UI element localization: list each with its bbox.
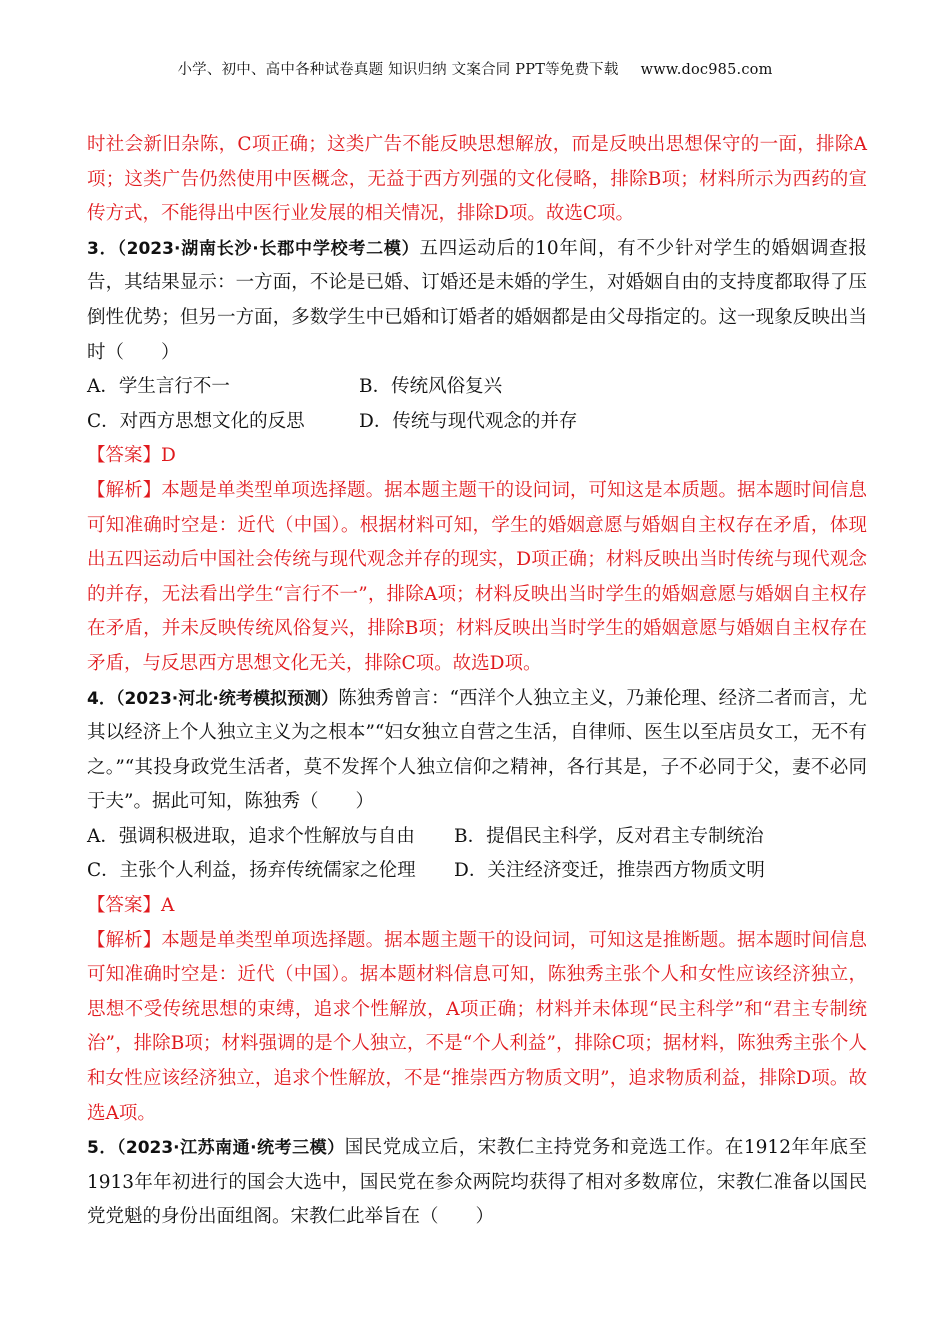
question-3-stem-block [87, 232, 867, 370]
header-url[interactable]: www.doc985.com [640, 62, 773, 78]
question-3-options-row-2 [87, 405, 867, 440]
question-3-option-d: D．传统与现代观念的并存 [359, 410, 578, 432]
question-4-stem: 陈独秀曾言：“西洋个人独立主义，乃兼伦理、经济二者而言，尤其以经济上个人独立主义为之根本”“妇女独立自营之生活，自律师、医生以至店员女工，无不有之。”“其投身政党生活者，莫不发挥个人独立信仰之精神，各行其是，子不必同于父，妻不必同于夫”。据此可知，陈独秀（ ） [87, 687, 867, 813]
question-4-answer: 【答案】A [87, 895, 175, 917]
question-3-number: 3． [87, 238, 118, 259]
previous-analysis-tail: 时社会新旧杂陈，C项正确；这类广告不能反映思想解放，而是反映出思想保守的一面，排除A项；这类广告仍然使用中医概念，无益于西方列强的文化侵略，排除B项；材料所示为西药的宣传方式，不能得出中医行业发展的相关情况，排除D项。故选C项。 [87, 134, 867, 225]
question-5-number: 5． [87, 1138, 117, 1159]
question-3-source: （2023·湖南长沙·长郡中学校考二模） [117, 238, 420, 259]
question-4-source: （2023·河北·统考模拟预测） [115, 688, 339, 709]
question-3-option-a: A．学生言行不一 [87, 376, 230, 398]
question-3-option-c: C．对西方思想文化的反思 [87, 410, 305, 432]
page-header [0, 58, 950, 79]
question-4-stem-block [87, 682, 867, 820]
question-5-stem: 国民党成立后，宋教仁主持党务和竞选工作。在1912年年底至1913年年初进行的国会大选中，国民党在参众两院均获得了相对多数席位，宋教仁准备以国民党党魁的身份出面组阁。宋教仁此举旨在（ ） [87, 1137, 867, 1228]
document-body [87, 128, 867, 1235]
question-5-stem-block [87, 1131, 867, 1235]
question-4-options-row-2 [87, 854, 867, 889]
question-3-option-b: B．传统风俗复兴 [359, 376, 503, 398]
question-5 [87, 1131, 867, 1235]
question-4-option-a: A．强调积极进取，追求个性解放与自由 [87, 825, 415, 847]
question-4-options-row-1 [87, 820, 867, 855]
question-3-options-row-1 [87, 370, 867, 405]
header-text: 小学、初中、高中各种试卷真题 知识归纳 文案合同 PPT等免费下载 [177, 62, 619, 78]
question-3-stem: 五四运动后的10年间，有不少针对学生的婚姻调查报告，其结果显示：一方面，不论是已婚、订婚还是未婚的学生，对婚姻自由的支持度都取得了压倒性优势；但另一方面，多数学生中已婚和订婚者的婚姻都是由父母指定的。这一现象反映出当时（ ） [87, 237, 867, 363]
question-3-answer: 【答案】D [87, 445, 176, 467]
question-4-option-b: B．提倡民主科学，反对君主专制统治 [454, 825, 764, 847]
question-4-option-d: D．关注经济变迁，推崇西方物质文明 [454, 860, 765, 882]
question-4 [87, 682, 867, 1132]
question-4-analysis: 【解析】本题是单类型单项选择题。据本题主题干的设问词，可知这是推断题。据本题时间信息可知准确时空是：近代（中国）。据本题材料信息可知，陈独秀主张个人和女性应该经济独立，思想不受传统思想的束缚，追求个性解放，A项正确；材料并未体现“民主科学”和“君主专制统治”，排除B项；材料强调的是个人独立，不是“个人利益”，排除C项；据材料，陈独秀主张个人和女性应该经济独立，追求个性解放，不是“推崇西方物质文明”，追求物质利益，排除D项。故选A项。 [87, 929, 867, 1124]
question-5-source: （2023·江苏南通·统考三模） [116, 1138, 345, 1159]
question-3 [87, 232, 867, 682]
question-4-option-c: C．主张个人利益，扬弃传统儒家之伦理 [87, 860, 416, 882]
question-4-number: 4． [87, 688, 116, 709]
question-3-analysis: 【解析】本题是单类型单项选择题。据本题主题干的设问词，可知这是本质题。据本题时间信息可知准确时空是：近代（中国）。根据材料可知，学生的婚姻意愿与婚姻自主权存在矛盾，体现出五四运动后中国社会传统与现代观念并存的现实，D项正确；材料反映出当时传统与现代观念的并存，无法看出学生“言行不一”，排除A项；材料反映出当时学生的婚姻意愿与婚姻自主权存在矛盾，并未反映传统风俗复兴，排除B项；材料反映出当时学生的婚姻意愿与婚姻自主权存在矛盾，与反思西方思想文化无关，排除C项。故选D项。 [87, 479, 867, 674]
